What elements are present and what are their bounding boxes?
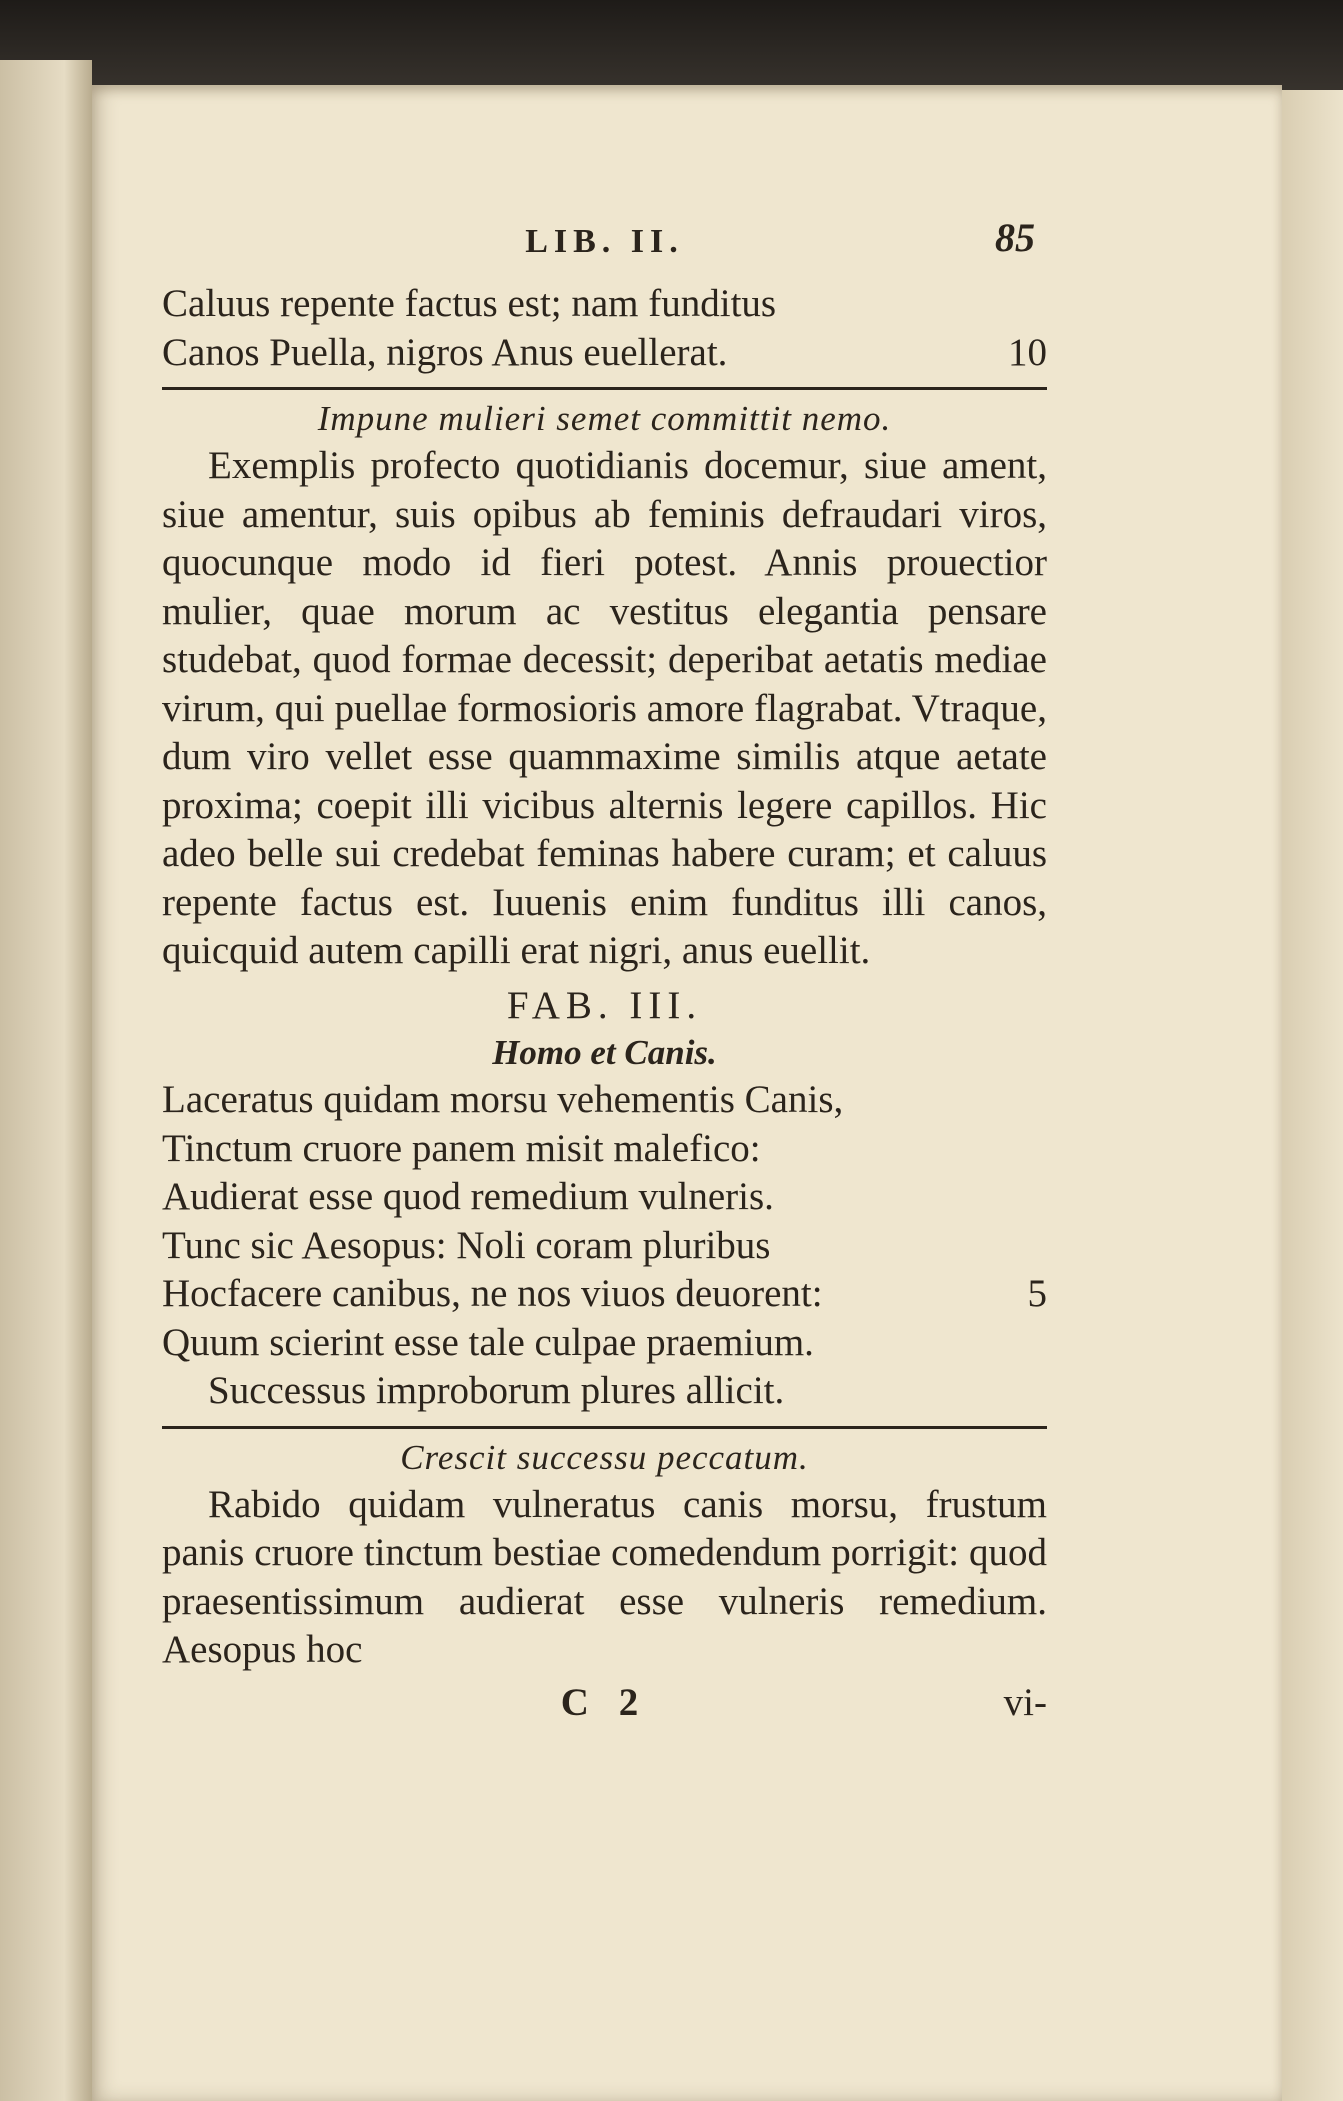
prose-block-1 <box>162 442 1047 976</box>
verse-line: Successus improborum plures allicit. <box>208 1369 785 1412</box>
running-head: LIB. II. <box>525 223 684 260</box>
section-rule <box>162 387 1047 390</box>
verse-line: Tinctum cruore panem misit malefico: <box>162 1126 761 1170</box>
moral-heading: Crescit successu peccatum. <box>400 1437 809 1477</box>
prose-paragraph: Exemplis profecto quotidianis docemur, siue ament, siue amentur, suis opibus ab feminis defraudari viros, quocunque modo id fieri potest. Annis prouectior mulier, quae morum ac vestitus elegantia pensare studebat, quod formae decessit; deperibat aetatis mediae virum, qui puellae formosioris amore flagrabat. Vtraque, dum viro vellet esse quammaxime similis atque aetate proxima; coepit illi vicibus alternis legere capillos. Hic adeo belle sui credebat feminas habere curam; et caluus repente factus est. Iuuenis enim funditus illi canos, quicquid autem capilli erat nigri, anus euellit. <box>162 444 1047 972</box>
text-block <box>162 210 1047 1729</box>
prose-paragraph: Rabido quidam vulneratus canis morsu, frustum panis cruore tinctum bestiae comedendum porrigit: quod praesentissimum audierat esse vulneris remedium. Aesopus hoc <box>162 1482 1047 1671</box>
page-header <box>162 210 1047 280</box>
page-number: 85 <box>995 215 1035 260</box>
prose-block-2 <box>162 1481 1047 1675</box>
section-rule <box>162 1426 1047 1429</box>
verse-line: Tunc sic Aesopus: Noli coram pluribus <box>162 1223 771 1267</box>
page-footer <box>162 1679 1047 1729</box>
next-page-edge <box>1278 90 1343 2101</box>
verse-line: Quum scierint esse tale culpae praemium. <box>162 1320 814 1364</box>
signature-mark: C 2 <box>560 1680 649 1724</box>
fable-number: FAB. III. <box>506 983 703 1027</box>
previous-page-edge <box>0 60 92 2101</box>
moral-heading: Impune mulieri semet committit nemo. <box>317 399 892 438</box>
verse-line-text: Hocfacere canibus, ne nos viuos deuorent: <box>162 1272 823 1315</box>
line-number: 10 <box>1008 330 1047 374</box>
catchword: vi- <box>1003 1680 1047 1724</box>
verse-line-text: Canos Puella, nigros Anus euellerat. <box>162 330 728 374</box>
verse-line: Laceratus quidam morsu vehementis Canis, <box>162 1078 844 1121</box>
line-number: 5 <box>1027 1272 1047 1315</box>
fable-title: Homo et Canis. <box>492 1033 717 1072</box>
book-page <box>92 85 1282 2101</box>
verse-line: Audierat esse quod remedium vulneris. <box>162 1175 774 1218</box>
verse-line <box>162 1270 1047 1319</box>
verse-block-2 <box>162 1076 1047 1416</box>
verse-line: Caluus repente factus est; nam funditus <box>162 282 777 325</box>
verse-line <box>162 329 1047 378</box>
verse-block-1 <box>162 280 1047 377</box>
